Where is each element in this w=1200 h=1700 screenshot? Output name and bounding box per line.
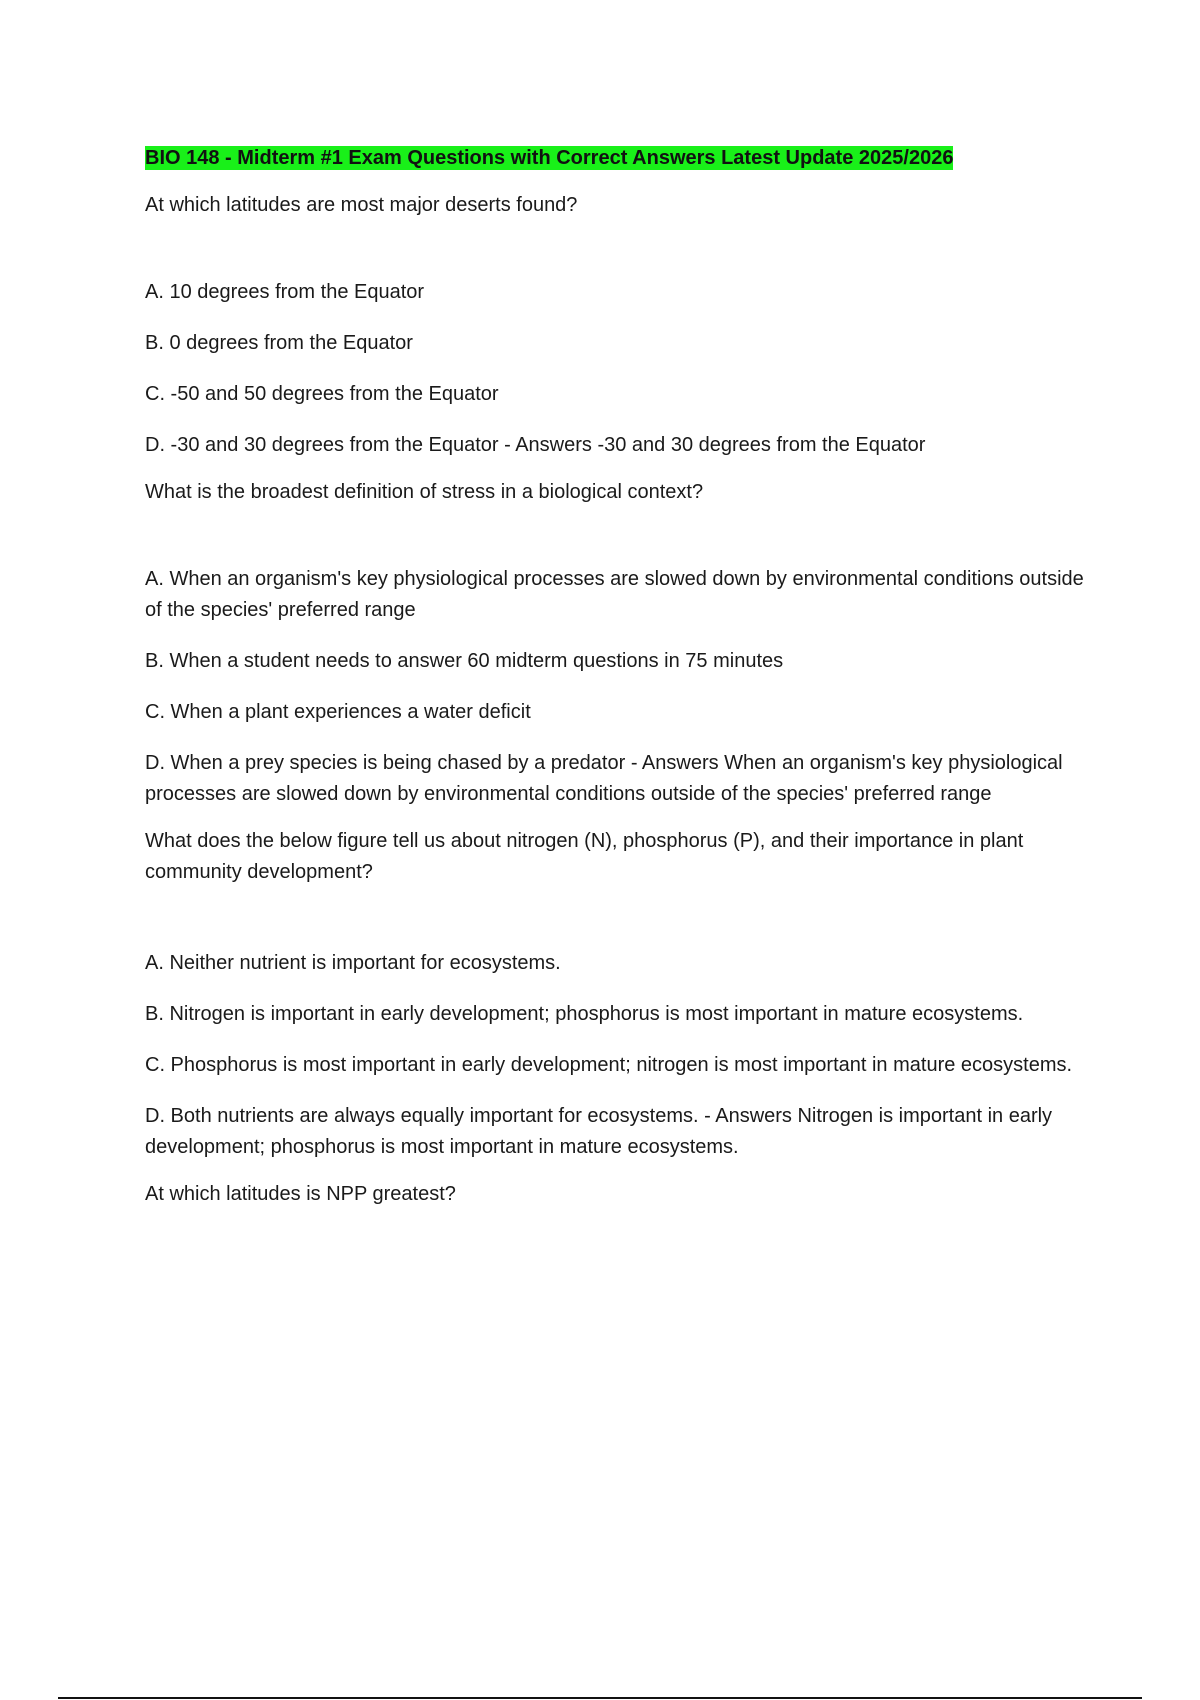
document-title-line: [145, 144, 1085, 174]
question-1-option-b: B. 0 degrees from the Equator: [145, 332, 413, 354]
question-3-option-c: C. Phosphorus is most important in early development; nitrogen is most important in mature ecosystems.: [145, 1054, 1073, 1076]
question-3-option-a: A. Neither nutrient is important for ecosystems.: [145, 952, 561, 974]
question-3-option-b: B. Nitrogen is important in early development; phosphorus is most important in mature ecosystems.: [145, 1003, 1024, 1025]
question-1-option-c: C. -50 and 50 degrees from the Equator: [145, 383, 499, 405]
question-3-option-d-answer: D. Both nutrients are always equally important for ecosystems. - Answers Nitrogen is important in early development; phosphorus is most important in mature ecosystems.: [145, 1105, 1053, 1158]
footer-divider: [58, 1697, 1142, 1699]
question-2-option-b: B. When a student needs to answer 60 midterm questions in 75 minutes: [145, 650, 784, 672]
question-4: At which latitudes is NPP greatest?: [145, 1183, 456, 1205]
question-1: At which latitudes are most major deserts found?: [145, 194, 578, 216]
question-2: What is the broadest definition of stress in a biological context?: [145, 481, 704, 503]
question-2-option-c: C. When a plant experiences a water deficit: [145, 701, 531, 723]
question-1-option-d-answer: D. -30 and 30 degrees from the Equator - Answers -30 and 30 degrees from the Equator: [145, 434, 926, 456]
question-3: What does the below figure tell us about nitrogen (N), phosphorus (P), and their importance in plant community development?: [145, 830, 1024, 883]
document-title: BIO 148 - Midterm #1 Exam Questions with Correct Answers Latest Update 2025/2026: [145, 147, 954, 169]
question-2-option-d-answer: D. When a prey species is being chased by a predator - Answers When an organism's key physiological processes are slowed down by environmental conditions outside of the species' preferred range: [145, 752, 1063, 805]
question-1-option-a: A. 10 degrees from the Equator: [145, 281, 425, 303]
question-2-option-a: A. When an organism's key physiological processes are slowed down by environmental conditions outside of the species' preferred range: [145, 568, 1084, 621]
document-body: [145, 144, 1085, 1228]
